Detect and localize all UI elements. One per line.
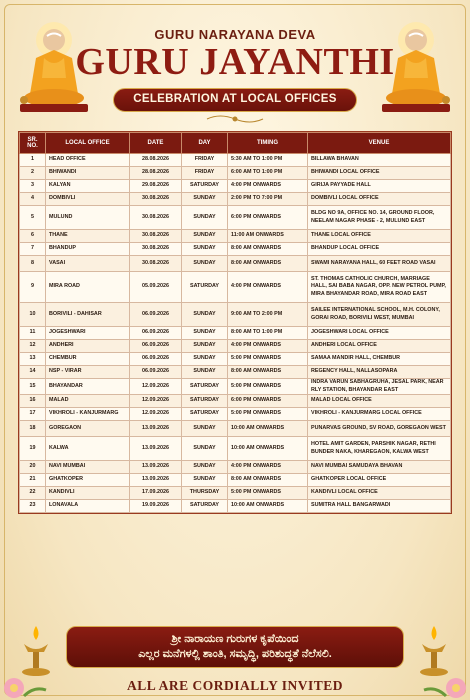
cell-timing: 10:00 AM ONWARDS (228, 500, 308, 513)
cell-venue: JOGESHWARI LOCAL OFFICE (308, 327, 451, 340)
cell-date: 12.09.2026 (130, 395, 182, 408)
cell-day: SUNDAY (182, 474, 228, 487)
cell-day: SATURDAY (182, 500, 228, 513)
cell-local-office: KALWA (46, 437, 130, 461)
cell-venue: REGENCY HALL, NALLASOPARA (308, 366, 451, 379)
cell-sr-no: 5 (20, 206, 46, 230)
cell-date: 06.09.2026 (130, 303, 182, 327)
cell-sr-no: 9 (20, 272, 46, 303)
cell-sr-no: 14 (20, 366, 46, 379)
cell-local-office: LONAVALA (46, 500, 130, 513)
cell-day: SATURDAY (182, 408, 228, 421)
cell-venue: MALAD LOCAL OFFICE (308, 395, 451, 408)
cell-day: SATURDAY (182, 395, 228, 408)
cell-local-office: GHATKOPER (46, 474, 130, 487)
cell-local-office: KANDIVLI (46, 487, 130, 500)
header-venue: VENUE (308, 133, 451, 154)
cell-venue: BLDG NO 9A, OFFICE NO. 14, GROUND FLOOR, NEELAM NAGAR PHASE - 2, MULUND EAST (308, 206, 451, 230)
cell-date: 12.09.2026 (130, 379, 182, 395)
cell-timing: 4:00 PM ONWARDS (228, 340, 308, 353)
cell-timing: 8:00 AM ONWARDS (228, 243, 308, 256)
cell-date: 30.08.2026 (130, 243, 182, 256)
page-title: GURU JAYANTHI (75, 41, 395, 83)
table-row (20, 461, 451, 474)
cell-timing: 6:00 PM ONWARDS (228, 206, 308, 230)
cell-date: 30.08.2026 (130, 230, 182, 243)
header-date: DATE (130, 133, 182, 154)
cell-sr-no: 18 (20, 421, 46, 437)
cell-timing: 2:00 PM TO 7:00 PM (228, 193, 308, 206)
cell-day: SUNDAY (182, 327, 228, 340)
cell-timing: 6:00 PM ONWARDS (228, 395, 308, 408)
cell-local-office: BORIVILI - DAHISAR (46, 303, 130, 327)
blessing-line-1: ಶ್ರೀ ನಾರಾಯಣ ಗುರುಗಳ ಕೃಪೆಯಿಂದ (171, 633, 299, 645)
table-row (20, 379, 451, 395)
cell-sr-no: 4 (20, 193, 46, 206)
table-row (20, 353, 451, 366)
cell-day: FRIDAY (182, 167, 228, 180)
table-row (20, 167, 451, 180)
cell-date: 30.08.2026 (130, 256, 182, 272)
cell-timing: 9:00 AM TO 2:00 PM (228, 303, 308, 327)
cell-sr-no: 10 (20, 303, 46, 327)
cell-sr-no: 13 (20, 353, 46, 366)
table-row (20, 154, 451, 167)
cell-day: SUNDAY (182, 193, 228, 206)
cell-sr-no: 21 (20, 474, 46, 487)
cell-timing: 5:00 PM ONWARDS (228, 353, 308, 366)
cell-timing: 8:00 AM TO 1:00 PM (228, 327, 308, 340)
cell-local-office: GOREGAON (46, 421, 130, 437)
cell-local-office: VASAI (46, 256, 130, 272)
table-row (20, 395, 451, 408)
cell-sr-no: 7 (20, 243, 46, 256)
cell-sr-no: 19 (20, 437, 46, 461)
cell-local-office: ANDHERI (46, 340, 130, 353)
cell-local-office: BHANDUP (46, 243, 130, 256)
cell-date: 17.09.2026 (130, 487, 182, 500)
cell-sr-no: 23 (20, 500, 46, 513)
cell-venue: SAMAA MANDIR HALL, CHEMBUR (308, 353, 451, 366)
table-row (20, 487, 451, 500)
cell-local-office: HEAD OFFICE (46, 154, 130, 167)
cell-timing: 10:00 AM ONWARDS (228, 437, 308, 461)
cell-date: 06.09.2026 (130, 353, 182, 366)
cell-venue: GHATKOPER LOCAL OFFICE (308, 474, 451, 487)
cell-date: 06.09.2026 (130, 327, 182, 340)
cell-local-office: MIRA ROAD (46, 272, 130, 303)
cell-day: SUNDAY (182, 366, 228, 379)
header-sr-no: SR. NO. (20, 133, 46, 154)
cell-venue: GIRIJA PAYYADE HALL (308, 180, 451, 193)
cell-venue: SUMITRA HALL BANGARWADI (308, 500, 451, 513)
cell-local-office: KALYAN (46, 180, 130, 193)
cell-local-office: THANE (46, 230, 130, 243)
table-row (20, 256, 451, 272)
cell-venue: NAVI MUMBAI SAMUDAYA BHAVAN (308, 461, 451, 474)
cell-day: THURSDAY (182, 487, 228, 500)
cell-venue: BHIWANDI LOCAL OFFICE (308, 167, 451, 180)
cell-date: 30.08.2026 (130, 206, 182, 230)
header-local-office: LOCAL OFFICE (46, 133, 130, 154)
cell-venue: SWAMI NARAYANA HALL, 60 FEET ROAD VASAI (308, 256, 451, 272)
cell-timing: 11:00 AM ONWARDS (228, 230, 308, 243)
cell-day: SUNDAY (182, 230, 228, 243)
table-row (20, 500, 451, 513)
table-header-row (20, 133, 451, 154)
cell-sr-no: 3 (20, 180, 46, 193)
blessing-line-2: ಎಲ್ಲರ ಮನೆಗಳಲ್ಲಿ ಶಾಂತಿ, ಸಮೃದ್ಧಿ, ಪರಿಶುದ್ಧತೆ ನೆಲೆಸಲಿ. (138, 648, 332, 660)
cell-venue: ANDHERI LOCAL OFFICE (308, 340, 451, 353)
cell-venue: ST. THOMAS CATHOLIC CHURCH, MARRIAGE HALL, SAI BABA NAGAR, OPP. NEW PETROL PUMP, MIRA BHAYANDAR ROAD, MIRA ROAD EAST (308, 272, 451, 303)
cell-local-office: BHIWANDI (46, 167, 130, 180)
cell-day: SUNDAY (182, 437, 228, 461)
cell-local-office: MALAD (46, 395, 130, 408)
cell-local-office: NSP - VIRAR (46, 366, 130, 379)
table-row (20, 421, 451, 437)
cell-date: 06.09.2026 (130, 340, 182, 353)
cell-day: SUNDAY (182, 340, 228, 353)
cell-date: 13.09.2026 (130, 421, 182, 437)
table-row (20, 340, 451, 353)
cell-date: 13.09.2026 (130, 461, 182, 474)
ornament-divider-icon (205, 113, 265, 125)
cell-sr-no: 2 (20, 167, 46, 180)
cell-venue: DOMBIVLI LOCAL OFFICE (308, 193, 451, 206)
cell-local-office: NAVI MUMBAI (46, 461, 130, 474)
cell-date: 28.08.2026 (130, 167, 182, 180)
header-day: DAY (182, 133, 228, 154)
cell-day: SUNDAY (182, 421, 228, 437)
table-row (20, 193, 451, 206)
cell-day: SUNDAY (182, 303, 228, 327)
cell-day: SUNDAY (182, 206, 228, 230)
table-row (20, 180, 451, 193)
cell-timing: 5:00 PM ONWARDS (228, 408, 308, 421)
cell-day: SUNDAY (182, 461, 228, 474)
cell-timing: 8:00 AM ONWARDS (228, 366, 308, 379)
cell-local-office: CHEMBUR (46, 353, 130, 366)
cell-day: SATURDAY (182, 272, 228, 303)
cell-day: FRIDAY (182, 154, 228, 167)
cell-sr-no: 20 (20, 461, 46, 474)
cell-timing: 5:00 PM ONWARDS (228, 379, 308, 395)
cell-timing: 10:00 AM ONWARDS (228, 421, 308, 437)
cell-date: 05.09.2026 (130, 272, 182, 303)
cell-sr-no: 16 (20, 395, 46, 408)
cell-sr-no: 22 (20, 487, 46, 500)
table-row (20, 303, 451, 327)
cell-venue: KANDIVLI LOCAL OFFICE (308, 487, 451, 500)
cell-venue: SAILEE INTERNATIONAL SCHOOL, M.H. COLONY, GORAI ROAD, BORIVILI WEST, MUMBAI (308, 303, 451, 327)
cell-local-office: JOGESHWARI (46, 327, 130, 340)
cell-sr-no: 8 (20, 256, 46, 272)
cell-day: SATURDAY (182, 379, 228, 395)
cell-venue: PUNARVAS GROUND, SV ROAD, GOREGAON WEST (308, 421, 451, 437)
cell-sr-no: 1 (20, 154, 46, 167)
table-row (20, 206, 451, 230)
cell-day: SUNDAY (182, 256, 228, 272)
cell-timing: 4:00 PM ONWARDS (228, 180, 308, 193)
cell-timing: 5:30 AM TO 1:00 PM (228, 154, 308, 167)
cell-venue: BHANDUP LOCAL OFFICE (308, 243, 451, 256)
cell-sr-no: 6 (20, 230, 46, 243)
cell-date: 29.08.2026 (130, 180, 182, 193)
cell-venue: THANE LOCAL OFFICE (308, 230, 451, 243)
cell-date: 28.08.2026 (130, 154, 182, 167)
table-row (20, 272, 451, 303)
table-row (20, 408, 451, 421)
schedule-table (18, 131, 452, 514)
table-row (20, 437, 451, 461)
cell-venue: VIKHROLI - KANJURMARG LOCAL OFFICE (308, 408, 451, 421)
cell-sr-no: 12 (20, 340, 46, 353)
cell-timing: 6:00 AM TO 1:00 PM (228, 167, 308, 180)
cell-venue: BILLAWA BHAVAN (308, 154, 451, 167)
cell-local-office: VIKHROLI - KANJURMARG (46, 408, 130, 421)
header-subtitle: GURU NARAYANA DEVA (154, 27, 316, 42)
cell-date: 13.09.2026 (130, 437, 182, 461)
table-row (20, 366, 451, 379)
cell-day: SUNDAY (182, 353, 228, 366)
cell-sr-no: 17 (20, 408, 46, 421)
cell-timing: 4:00 PM ONWARDS (228, 272, 308, 303)
cell-sr-no: 15 (20, 379, 46, 395)
cell-date: 30.08.2026 (130, 193, 182, 206)
cell-date: 06.09.2026 (130, 366, 182, 379)
cell-date: 13.09.2026 (130, 474, 182, 487)
cell-day: SATURDAY (182, 180, 228, 193)
table-row (20, 230, 451, 243)
cell-timing: 5:00 PM ONWARDS (228, 487, 308, 500)
cell-local-office: DOMBIVLI (46, 193, 130, 206)
celebration-ribbon: CELEBRATION AT LOCAL OFFICES (113, 88, 357, 112)
cell-timing: 8:00 AM ONWARDS (228, 474, 308, 487)
cell-venue: HOTEL AMIT GARDEN, PARSHIK NAGAR, RETHI BUNDER NAKA, KHAREGAON, KALWA WEST (308, 437, 451, 461)
cell-local-office: MULUND (46, 206, 130, 230)
cell-sr-no: 11 (20, 327, 46, 340)
cell-day: SUNDAY (182, 243, 228, 256)
table-row (20, 474, 451, 487)
cell-date: 19.09.2026 (130, 500, 182, 513)
cell-local-office: BHAYANDAR (46, 379, 130, 395)
header-timing: TIMING (228, 133, 308, 154)
table-row (20, 243, 451, 256)
table-row (20, 327, 451, 340)
footer-invitation: ALL ARE CORDIALLY INVITED (127, 678, 343, 693)
cell-timing: 4:00 PM ONWARDS (228, 461, 308, 474)
cell-date: 12.09.2026 (130, 408, 182, 421)
cell-timing: 8:00 AM ONWARDS (228, 256, 308, 272)
kannada-blessing-banner (66, 626, 404, 668)
cell-venue: INDRA VARUN SABHAGRUHA, JESAL PARK, NEAR RLY STATION, BHAYANDAR EAST (308, 379, 451, 395)
